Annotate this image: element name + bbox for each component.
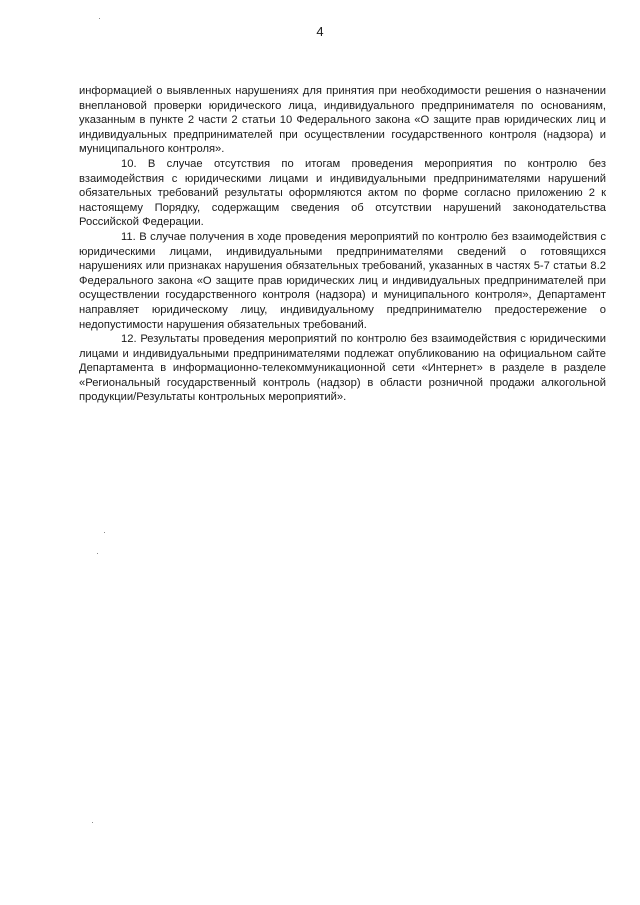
paragraph-12: 12. Результаты проведения мероприятий по контролю без взаимодействия с юридическими лицами и индивидуальными предпринимателями подлежат опубликованию на официальном сайте Департамента в информационно-телекоммуникационной сети «Интернет» в разделе в разделе «Региональный государственный контроль (надзор) в области розничной продажи алкогольной продукции/Результаты контрольных мероприятий». bbox=[79, 333, 606, 404]
scan-speck bbox=[92, 822, 93, 823]
page-number: 4 bbox=[316, 24, 324, 39]
scan-speck bbox=[99, 18, 100, 19]
scan-speck bbox=[97, 553, 98, 554]
paragraph-10: 10. В случае отсутствия по итогам проведения мероприятия по контролю без взаимодействия с юридическими лицами и индивидуальными предпринимателями нарушений обязательных требований результаты оформляются актом по форме согласно приложению 2 к настоящему Порядку, содержащим сведения об отсутствии нарушений законодательства Российской Федерации. bbox=[79, 157, 606, 229]
paragraph-continuation: информацией о выявленных нарушениях для принятия при необходимости решения о назначении внеплановой проверки юридического лица, индивидуального предпринимателя по основаниям, указанным в пункте 2 части 2 статьи 10 Федерального закона «О защите прав юридических лиц и индивидуальных предпринимателей при осуществлении государственного контроля (надзора) и муниципального контроля». bbox=[79, 85, 606, 156]
paragraph-11: 11. В случае получения в ходе проведения мероприятий по контролю без взаимодействия с юридическими лицами, индивидуальными предпринимателями сведений о готовящихся нарушениях или признаках нарушения обязательных требований, указанных в частях 5-7 статьи 8.2 Федерального закона «О защите прав юридических лиц и индивидуальных предпринимателей при осуществлении государственного контроля (надзора) и муниципального контроля», Департамент направляет юридическому лицу, индивидуальному предпринимателю предостережение о недопустимости нарушения обязательных требований. bbox=[79, 230, 606, 331]
scan-speck bbox=[104, 532, 105, 533]
document-body bbox=[79, 84, 606, 405]
